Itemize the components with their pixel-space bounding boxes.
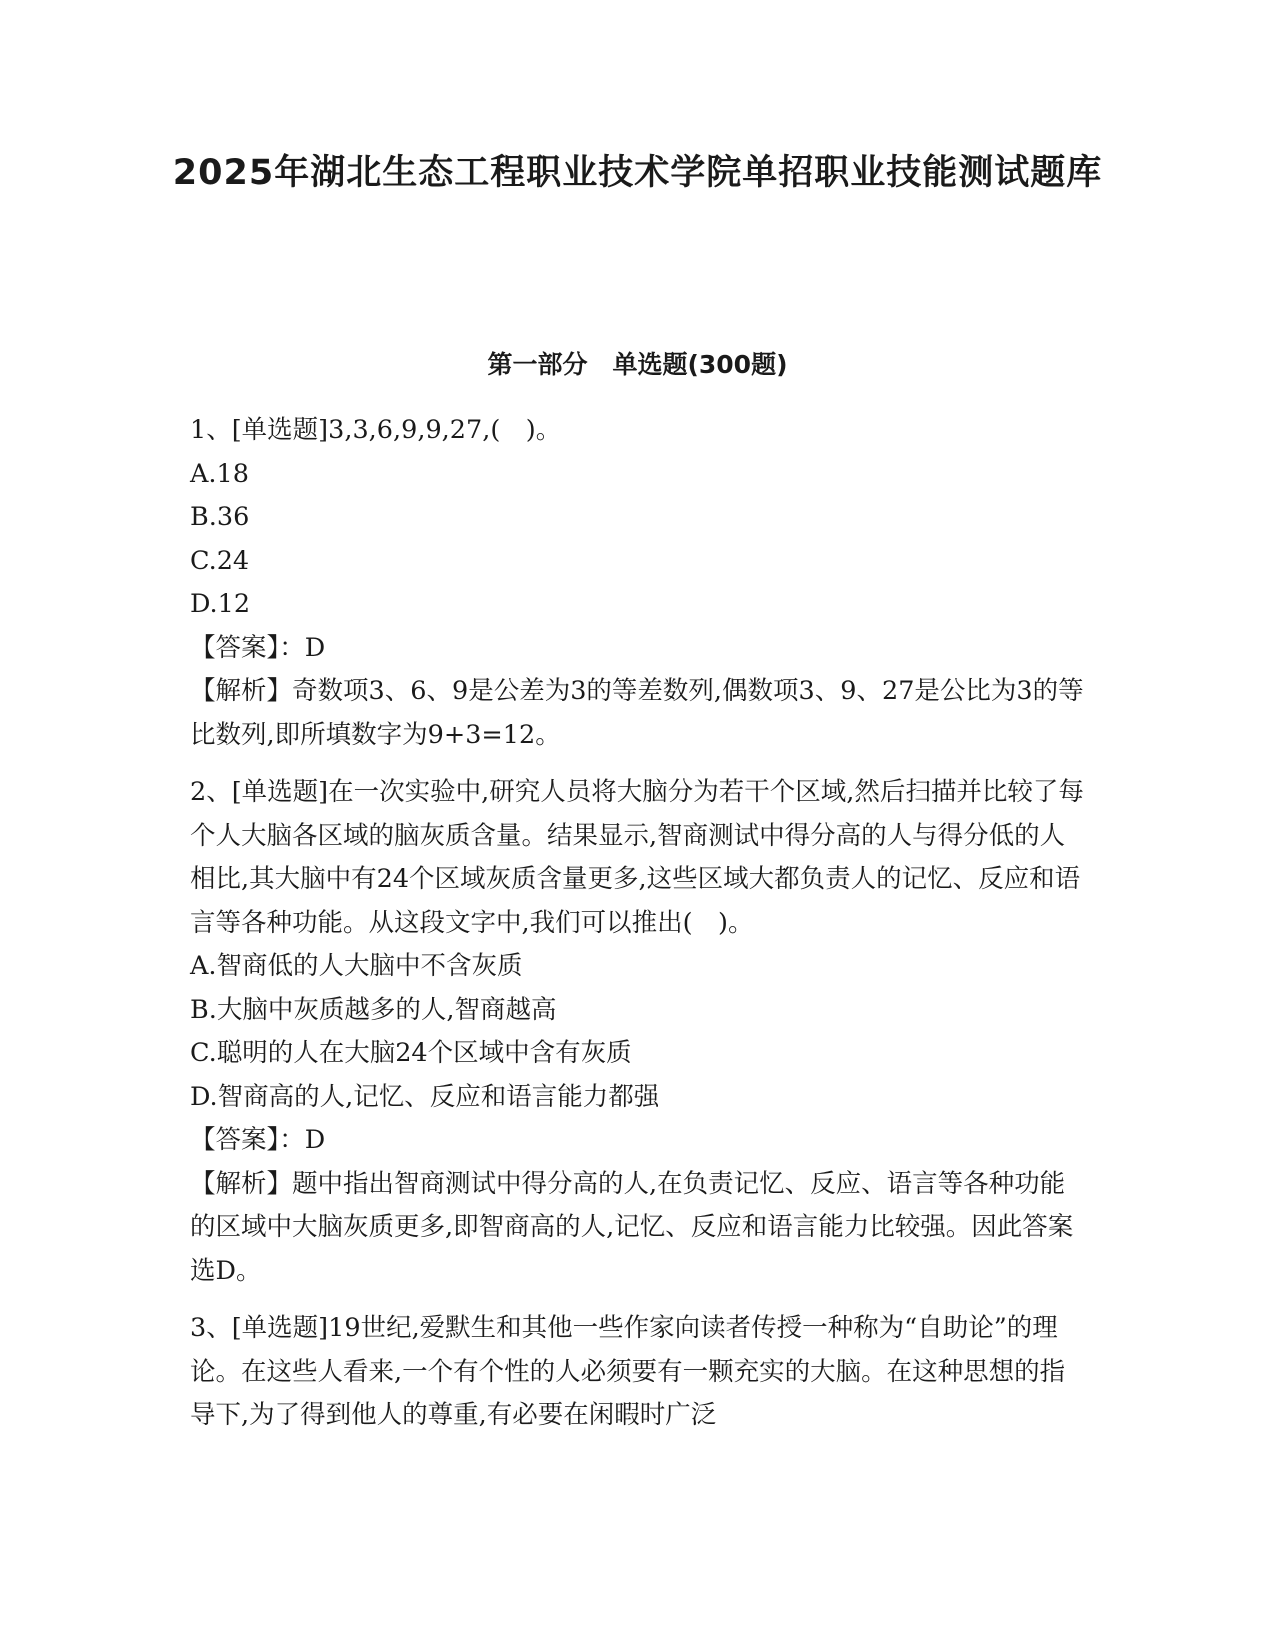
- option-c: C.24: [190, 545, 250, 576]
- analysis-text: 题中指出智商测试中得分高的人,在负责记忆、反应、语言等各种功能的区域中大脑灰质更多,即智商高的人,记忆、反应和语言能力比较强。因此答案选D。: [190, 1168, 1074, 1286]
- question-list: [190, 409, 1086, 1452]
- question-3: [190, 1307, 1086, 1438]
- document-title: 2025年湖北生态工程职业技术学院单招职业技能测试题库: [172, 153, 1103, 193]
- section-title: 第一部分 单选题(300题): [487, 350, 788, 379]
- option-b: B.大脑中灰质越多的人,智商越高: [190, 994, 557, 1025]
- option-a: A.智商低的人大脑中不含灰质: [190, 951, 523, 981]
- answer-label: 【答案】：: [190, 632, 305, 663]
- analysis-line: [190, 670, 1086, 757]
- analysis-label: 【解析】: [190, 1168, 293, 1199]
- answer-label: 【答案】：: [190, 1125, 305, 1155]
- answer-line: [190, 1119, 1086, 1163]
- option-a: A.18: [190, 458, 249, 489]
- option-b: B.36: [190, 502, 250, 532]
- analysis-label: 【解析】: [190, 676, 293, 706]
- option-c: C.聪明的人在大脑24个区域中含有灰质: [190, 1038, 632, 1068]
- question-stem: 2、[单选题]在一次实验中,研究人员将大脑分为若干个区域,然后扫描并比较了每个人大脑各区域的脑灰质含量。结果显示,智商测试中得分高的人与得分低的人相比,其大脑中有24个区域灰质含量更多,这些区域大都负责人的记忆、反应和语言等各种功能。从这段文字中,我们可以推出( )。: [190, 777, 1084, 938]
- question-2: [190, 771, 1086, 1293]
- analysis-line: [190, 1163, 1086, 1294]
- answer-line: [190, 627, 1086, 671]
- question-stem: 1、[单选题]3,3,6,9,9,27,( )。: [190, 415, 562, 445]
- option-d: D.12: [190, 589, 251, 619]
- question-1: [190, 409, 1086, 757]
- answer-value: D: [304, 1125, 326, 1155]
- analysis-text: 奇数项3、6、9是公差为3的等差数列,偶数项3、9、27是公比为3的等比数列,即所填数字为9+3=12。: [190, 676, 1084, 750]
- question-stem: 3、[单选题]19世纪,爱默生和其他一些作家向读者传授一种称为“自助论”的理论。在这些人看来,一个有个性的人必须要有一颗充实的大脑。在这种思想的指导下,为了得到他人的尊重,有必要在闲暇时广泛: [190, 1313, 1066, 1430]
- option-d: D.智商高的人,记忆、反应和语言能力都强: [190, 1081, 660, 1112]
- answer-value: D: [304, 632, 326, 663]
